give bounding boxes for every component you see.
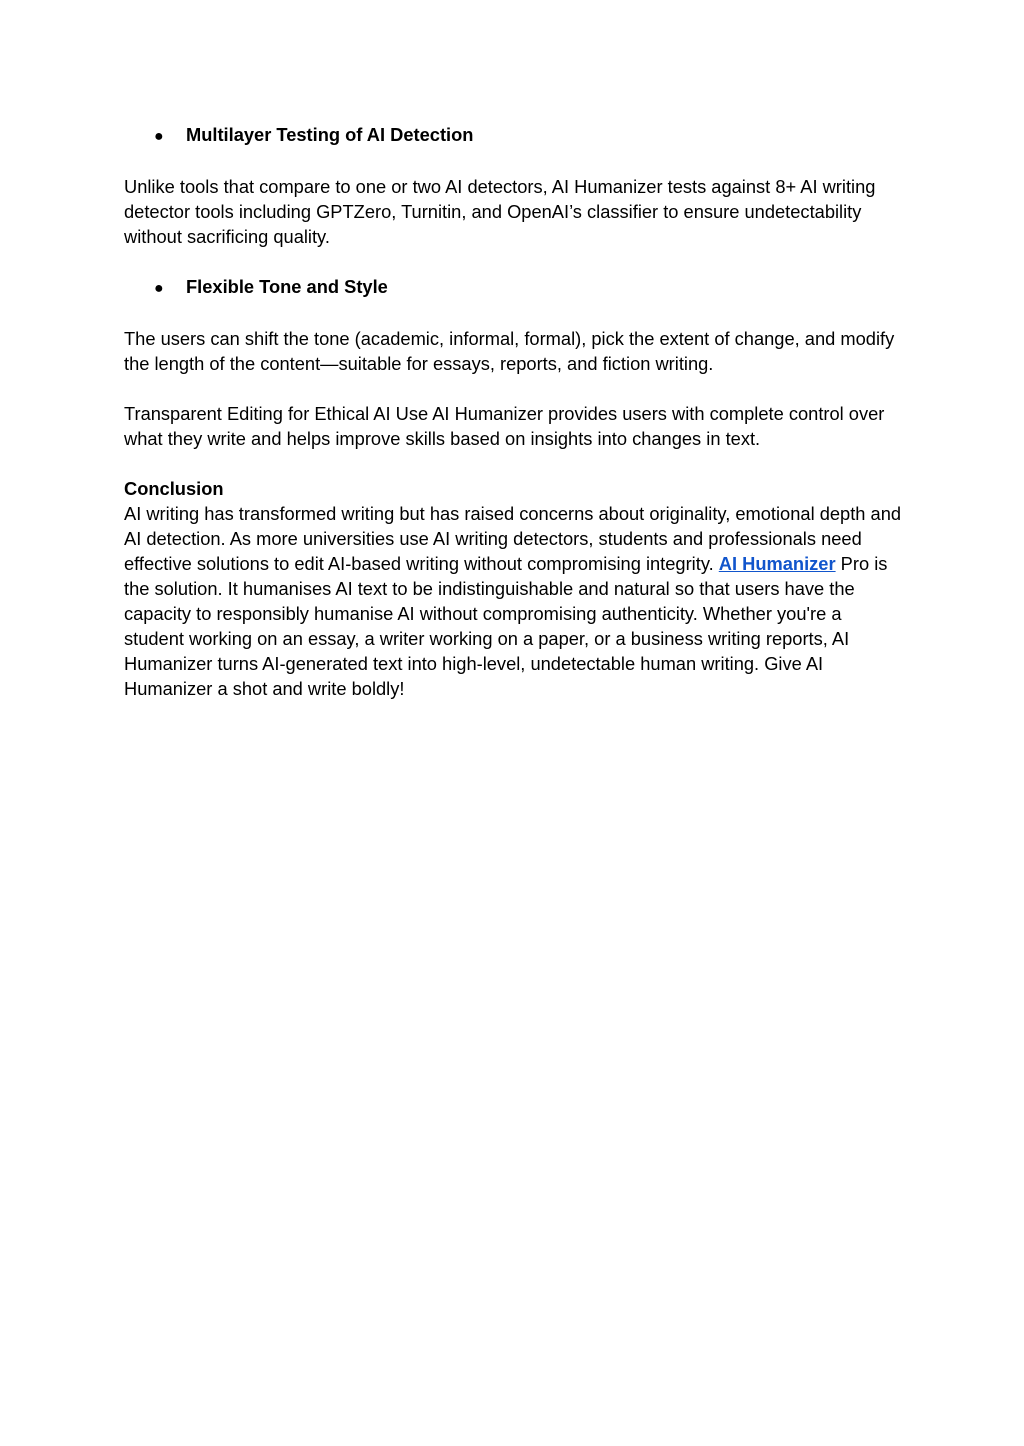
bullet-item-flexible-tone [124,274,904,301]
conclusion-text-after-link: Pro is the solution. It humanises AI text to be indistinguishable and natural so that users have the capacity to responsibly humanise AI without compromising authenticity. Whether you're a student working on an essay, a writer working on a paper, or a business writing reports, AI Humanizer turns AI-generated text into high-level, undetectable human writing. Give AI Humanizer a shot and write boldly! [124,553,888,699]
bullet-heading: Flexible Tone and Style [186,276,388,297]
document-body [124,122,904,726]
paragraph-transparent-editing: Transparent Editing for Ethical AI Use AI Humanizer provides users with complete control over what they write and helps improve skills based on insights into changes in text. [124,403,885,449]
bullet-icon: ● [154,280,164,297]
conclusion-heading: Conclusion [124,478,224,499]
bullet-item-multilayer-testing [124,122,904,149]
paragraph-flexible-tone: The users can shift the tone (academic, informal, formal), pick the extent of change, and modify the length of the content—suitable for essays, reports, and fiction writing. [124,328,895,374]
conclusion-text-before-link: AI writing has transformed writing but has raised concerns about originality, emotional depth and AI detection. As more universities use AI writing detectors, students and professionals need effective solutions to edit AI-based writing without compromising integrity. [124,503,902,574]
bullet-icon: ● [154,128,164,145]
bullet-heading: Multilayer Testing of AI Detection [186,124,474,145]
ai-humanizer-link[interactable]: AI Humanizer [718,553,836,574]
paragraph-multilayer-testing: Unlike tools that compare to one or two AI detectors, AI Humanizer tests against 8+ AI writing detector tools including GPTZero, Turnitin, and OpenAI’s classifier to ensure undetectability without sacrificing quality. [124,176,876,247]
conclusion-paragraph [124,501,904,701]
